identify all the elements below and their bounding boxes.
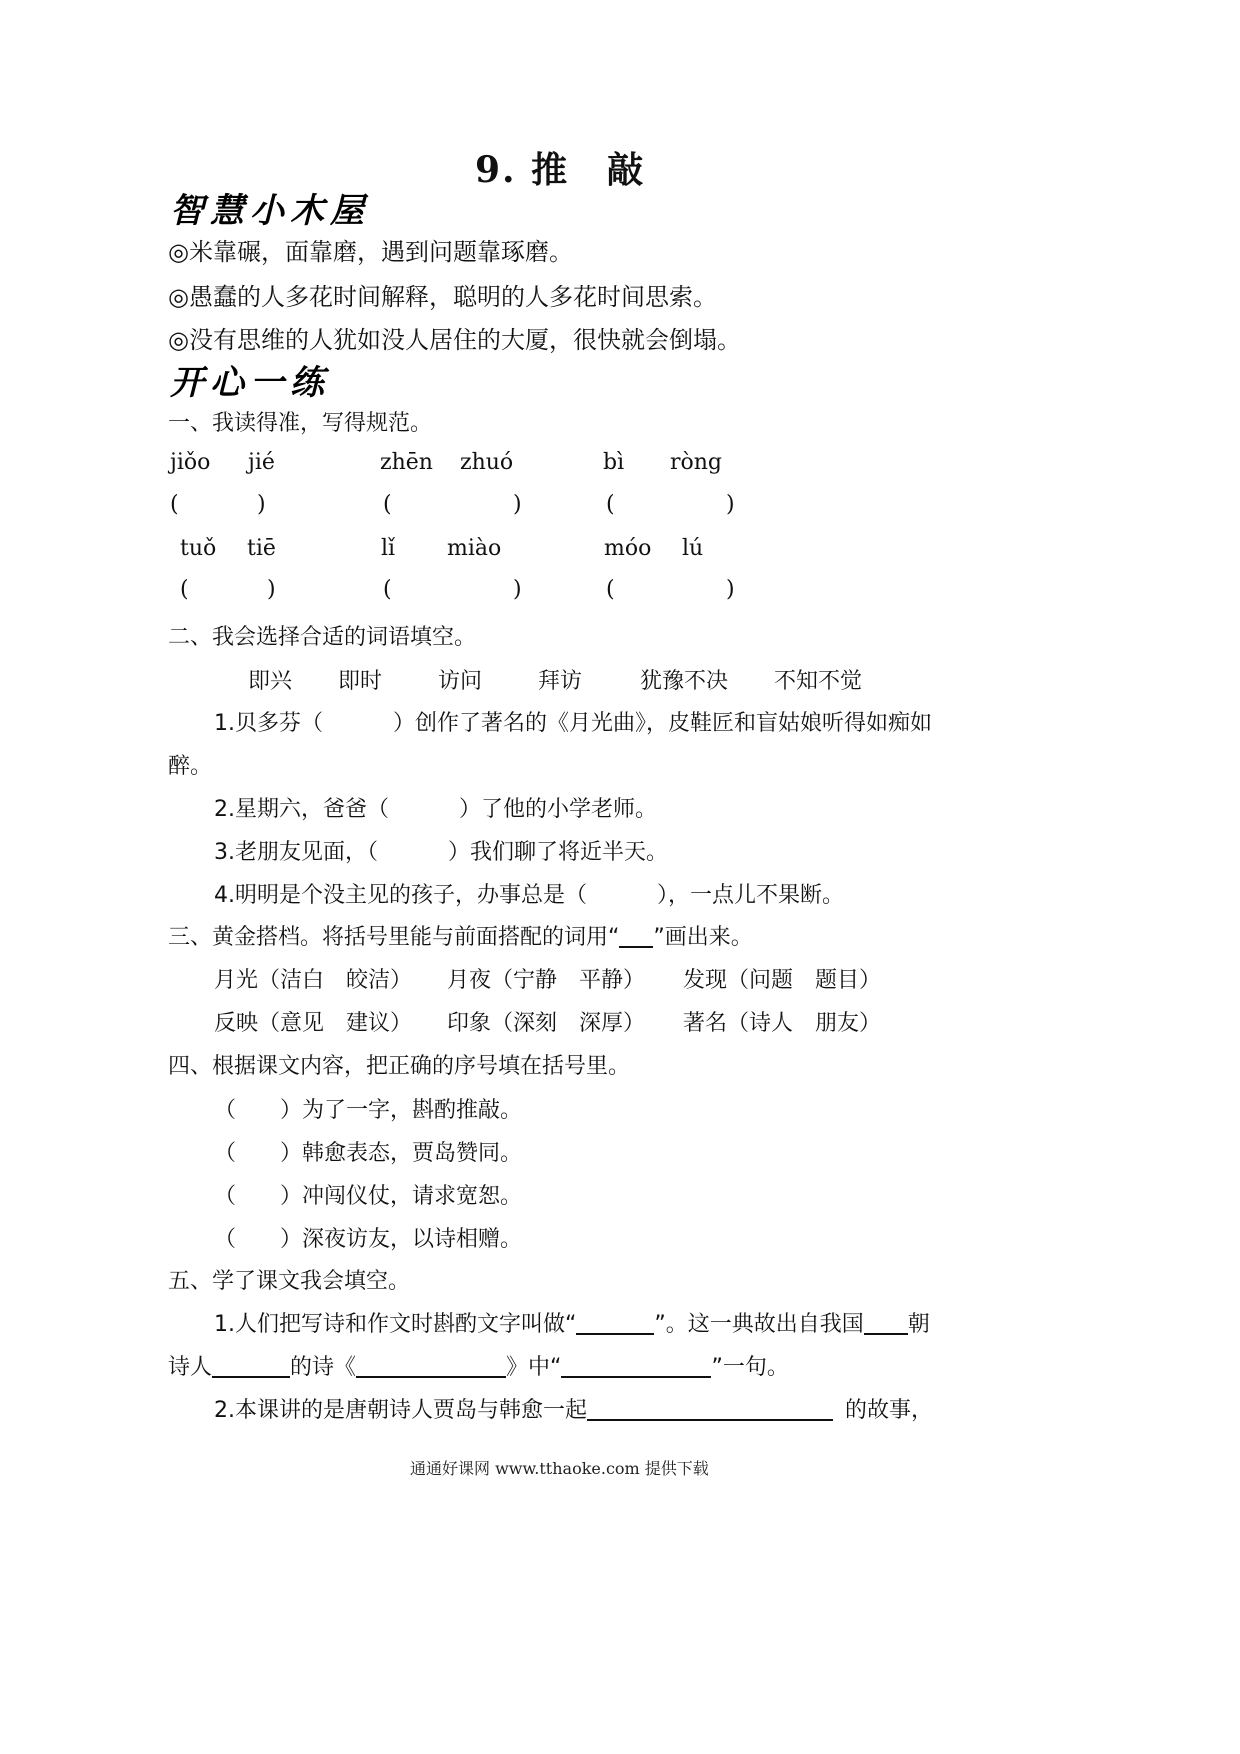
order-item: （ ）韩愈表态，贾岛赞同。 — [214, 1141, 523, 1166]
pinyin: jié — [248, 450, 275, 475]
page-title: 9. 推 敲 — [475, 149, 646, 191]
answer-paren-open: ( — [383, 492, 392, 517]
pinyin: ròng — [670, 450, 723, 475]
pinyin: zhuó — [460, 450, 514, 475]
answer-paren-open: ( — [180, 577, 189, 602]
pair-item: 著名（诗人 朋友） — [683, 1011, 882, 1036]
fill-sentence: 2.星期六，爸爸（ ）了他的小学老师。 — [214, 797, 658, 822]
pinyin: zhēn — [380, 450, 433, 475]
pair-item: 发现（问题 题目） — [683, 968, 882, 993]
order-item: （ ）冲闯仪仗，请求宽恕。 — [214, 1184, 523, 1209]
section-heading-practice: 开心一练 — [170, 363, 330, 403]
fill-sentence: 3.老朋友见面，（ ）我们聊了将近半天。 — [214, 840, 669, 865]
wisdom-line: ◎没有思维的人犹如没人居住的大厦，很快就会倒塌。 — [168, 326, 741, 354]
pinyin: lú — [682, 536, 704, 561]
word-option: 犹豫不决 — [640, 669, 729, 694]
answer-blank[interactable] — [587, 1397, 833, 1421]
pinyin: lǐ — [381, 536, 396, 561]
answer-blank[interactable] — [576, 1311, 654, 1335]
answer-blank[interactable] — [561, 1354, 711, 1378]
fill-sentence: 1.贝多芬（ ）创作了著名的《月光曲》，皮鞋匠和盲姑娘听得如痴如 — [214, 711, 933, 736]
order-item: （ ）深夜访友，以诗相赠。 — [214, 1227, 523, 1252]
fill-sentence: 4.明明是个没主见的孩子，办事总是（ ），一点儿不果断。 — [214, 883, 845, 908]
answer-paren-open: ( — [606, 577, 615, 602]
question-heading: 二、我会选择合适的词语填空。 — [168, 625, 477, 650]
wisdom-line: ◎米靠碾，面靠磨，遇到问题靠琢磨。 — [168, 238, 573, 266]
pair-item: 月夜（宁静 平静） — [447, 968, 646, 993]
question-heading: 三、黄金搭档。将括号里能与前面搭配的词用“ ”画出来。 — [168, 925, 753, 950]
answer-blank[interactable] — [864, 1311, 908, 1335]
question-heading: 一、我读得准，写得规范。 — [168, 411, 433, 436]
pinyin: bì — [603, 450, 625, 475]
pinyin: miào — [447, 536, 502, 561]
answer-paren-close: ) — [726, 492, 735, 517]
answer-blank[interactable] — [212, 1354, 290, 1378]
answer-paren-close: ) — [513, 492, 522, 517]
answer-paren-close: ) — [257, 492, 266, 517]
fill-sentence-cont: 醉。 — [168, 754, 213, 779]
answer-paren-open: ( — [170, 492, 179, 517]
page-footer: 通通好课网 www.tthaoke.com 提供下载 — [410, 1459, 709, 1478]
order-item: （ ）为了一字，斟酌推敲。 — [214, 1098, 523, 1123]
answer-paren-close: ) — [513, 577, 522, 602]
pinyin: tiē — [247, 536, 276, 561]
word-option: 访问 — [438, 669, 483, 694]
word-option: 不知不觉 — [774, 669, 863, 694]
question-heading: 四、根据课文内容，把正确的序号填在括号里。 — [168, 1054, 631, 1079]
answer-blank[interactable] — [356, 1354, 506, 1378]
answer-paren-close: ) — [726, 577, 735, 602]
pinyin: móo — [604, 536, 652, 561]
word-option: 即兴 — [248, 669, 293, 694]
word-option: 拜访 — [538, 669, 583, 694]
answer-paren-open: ( — [606, 492, 615, 517]
answer-paren-open: ( — [383, 577, 392, 602]
pair-item: 月光（洁白 皎洁） — [214, 968, 413, 993]
fill-line: 诗人 的诗《 》中“ ”一句。 — [168, 1355, 789, 1380]
pair-item: 反映（意见 建议） — [214, 1011, 413, 1036]
fill-line: 2.本课讲的是唐朝诗人贾岛与韩愈一起 的故事， — [214, 1398, 934, 1423]
question-heading: 五、学了课文我会填空。 — [168, 1269, 411, 1294]
wisdom-line: ◎愚蠢的人多花时间解释，聪明的人多花时间思索。 — [168, 283, 717, 311]
answer-paren-close: ) — [267, 577, 276, 602]
word-option: 即时 — [338, 669, 383, 694]
section-heading-wisdom: 智慧小木屋 — [170, 191, 370, 231]
underline-sample — [619, 924, 653, 948]
pinyin: jiǒo — [170, 450, 211, 475]
pair-item: 印象（深刻 深厚） — [447, 1011, 646, 1036]
pinyin: tuǒ — [180, 536, 217, 561]
fill-line: 1.人们把写诗和作文时斟酌文字叫做“ ”。这一典故出自我国 朝 — [214, 1312, 930, 1337]
